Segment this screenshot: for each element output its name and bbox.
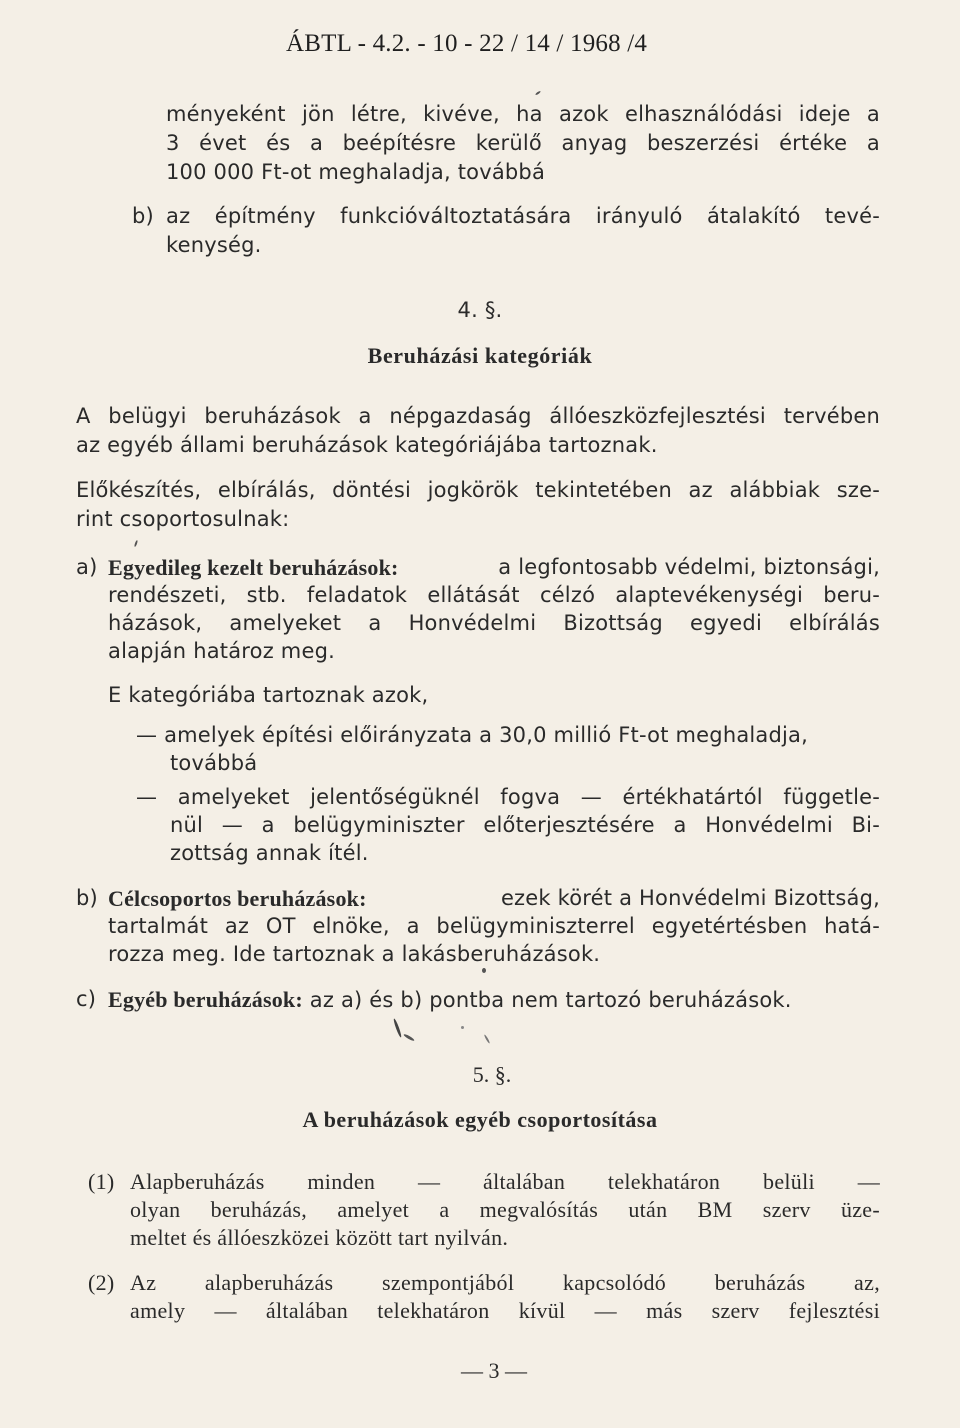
item-c-label: c)	[76, 987, 97, 1011]
sec5-item-1-line-1: Alapberuházás minden — általában telekhatáron belüli —	[130, 1169, 880, 1194]
intro-b-line-1: az építmény funkcióváltoztatására irányuló átalakító tevé-	[166, 204, 880, 228]
scan-mark	[393, 1018, 403, 1038]
item-b-line-3: rozza meg. Ide tartoznak a lakásberuházások.	[108, 942, 601, 966]
item-c-line-1	[108, 987, 792, 1013]
sec5-item-1-line-2: olyan beruházás, amelyet a megvalósítás után BM szerv üze-	[130, 1197, 880, 1222]
scan-speck	[482, 968, 486, 973]
scan-speck	[461, 1026, 464, 1029]
sec4-para1-line-1: A belügyi beruházások a népgazdaság állóeszközfejlesztési tervében	[76, 404, 880, 428]
item-c-line-1-rest: az a) és b) pontba nem tartozó beruházások.	[309, 988, 792, 1012]
intro-b-label: b)	[132, 204, 154, 228]
section-4-title: Beruházási kategóriák	[367, 343, 593, 368]
intro-line-3: 100 000 Ft-ot meghaladja, továbbá	[166, 160, 546, 184]
scan-speck	[535, 90, 541, 95]
item-b-term: Célcsoportos beruházások:	[108, 886, 367, 911]
item-b-label: b)	[76, 886, 98, 910]
scan-mark	[403, 1033, 415, 1042]
section-5-number: 5. §.	[472, 1062, 512, 1087]
section-4-number: 4. §.	[457, 298, 503, 322]
item-a-line-3: házások, amelyeket a Honvédelmi Bizottság egyedi elbírálás	[108, 611, 880, 635]
item-a-label: a)	[76, 555, 98, 579]
archive-reference: ÁBTL - 4.2. - 10 - 22 / 14 / 1968 /4	[286, 30, 648, 57]
scan-speck	[484, 1034, 491, 1044]
item-b-line-2: tartalmát az OT elnöke, a belügyminiszterrel egyetértésben hatá-	[108, 914, 880, 938]
page-number: — 3 —	[461, 1358, 527, 1383]
item-a-term: Egyedileg kezelt beruházások:	[108, 555, 399, 580]
dash-item-2-line-1: — amelyeket jelentőségüknél fogva — értékhatártól függetle-	[136, 785, 880, 809]
item-c-term: Egyéb beruházások:	[108, 987, 303, 1012]
item-a-line-4: alapján határoz meg.	[108, 639, 335, 663]
sec5-item-2-line-1: Az alapberuházás szempontjából kapcsolódó beruházás az,	[130, 1270, 880, 1295]
sec5-item-1-label: (1)	[88, 1169, 115, 1194]
intro-line-2: 3 évet és a beépítésre kerülő anyag beszerzési értéke a	[166, 131, 880, 155]
item-a-line-1-rest: a legfontosabb védelmi, biztonsági,	[498, 555, 880, 579]
sec4-para1-line-2: az egyéb állami beruházások kategóriájába tartoznak.	[76, 433, 658, 457]
dash-item-1-line-1: — amelyek építési előirányzata a 30,0 millió Ft-ot meghaladja,	[136, 723, 809, 747]
intro-line-1: ményeként jön létre, kivéve, ha azok elhasználódási ideje a	[166, 102, 880, 126]
category-intro: E kategóriába tartoznak azok,	[108, 683, 429, 707]
item-b-line-1	[108, 886, 880, 912]
item-a-line-2: rendészeti, stb. feladatok ellátását célzó alaptevékenységi beru-	[108, 583, 880, 607]
intro-b-line-2: kenység.	[166, 233, 262, 257]
sec5-item-2-line-2: amely — általában telekhatáron kívül — más szerv fejlesztési	[130, 1298, 880, 1323]
sec5-item-1-line-3: meltet és állóeszközei között tart nyilván.	[130, 1225, 509, 1250]
dash-item-2-line-2: nül — a belügyminiszter előterjesztésére a Honvédelmi Bi-	[170, 813, 880, 837]
sec5-item-2-label: (2)	[88, 1270, 115, 1295]
section-5-title: A beruházások egyéb csoportosítása	[302, 1107, 658, 1132]
sec4-para2-line-2: rint csoportosulnak:	[76, 507, 290, 531]
scan-speck	[134, 540, 138, 547]
item-a-line-1	[108, 555, 880, 581]
sec4-para2-line-1: Előkészítés, elbírálás, döntési jogkörök tekintetében az alábbiak sze-	[76, 478, 880, 502]
dash-item-2-line-3: zottság annak ítél.	[170, 841, 369, 865]
dash-item-1-line-2: továbbá	[170, 751, 258, 775]
item-b-line-1-rest: ezek körét a Honvédelmi Bizottság,	[500, 886, 880, 910]
